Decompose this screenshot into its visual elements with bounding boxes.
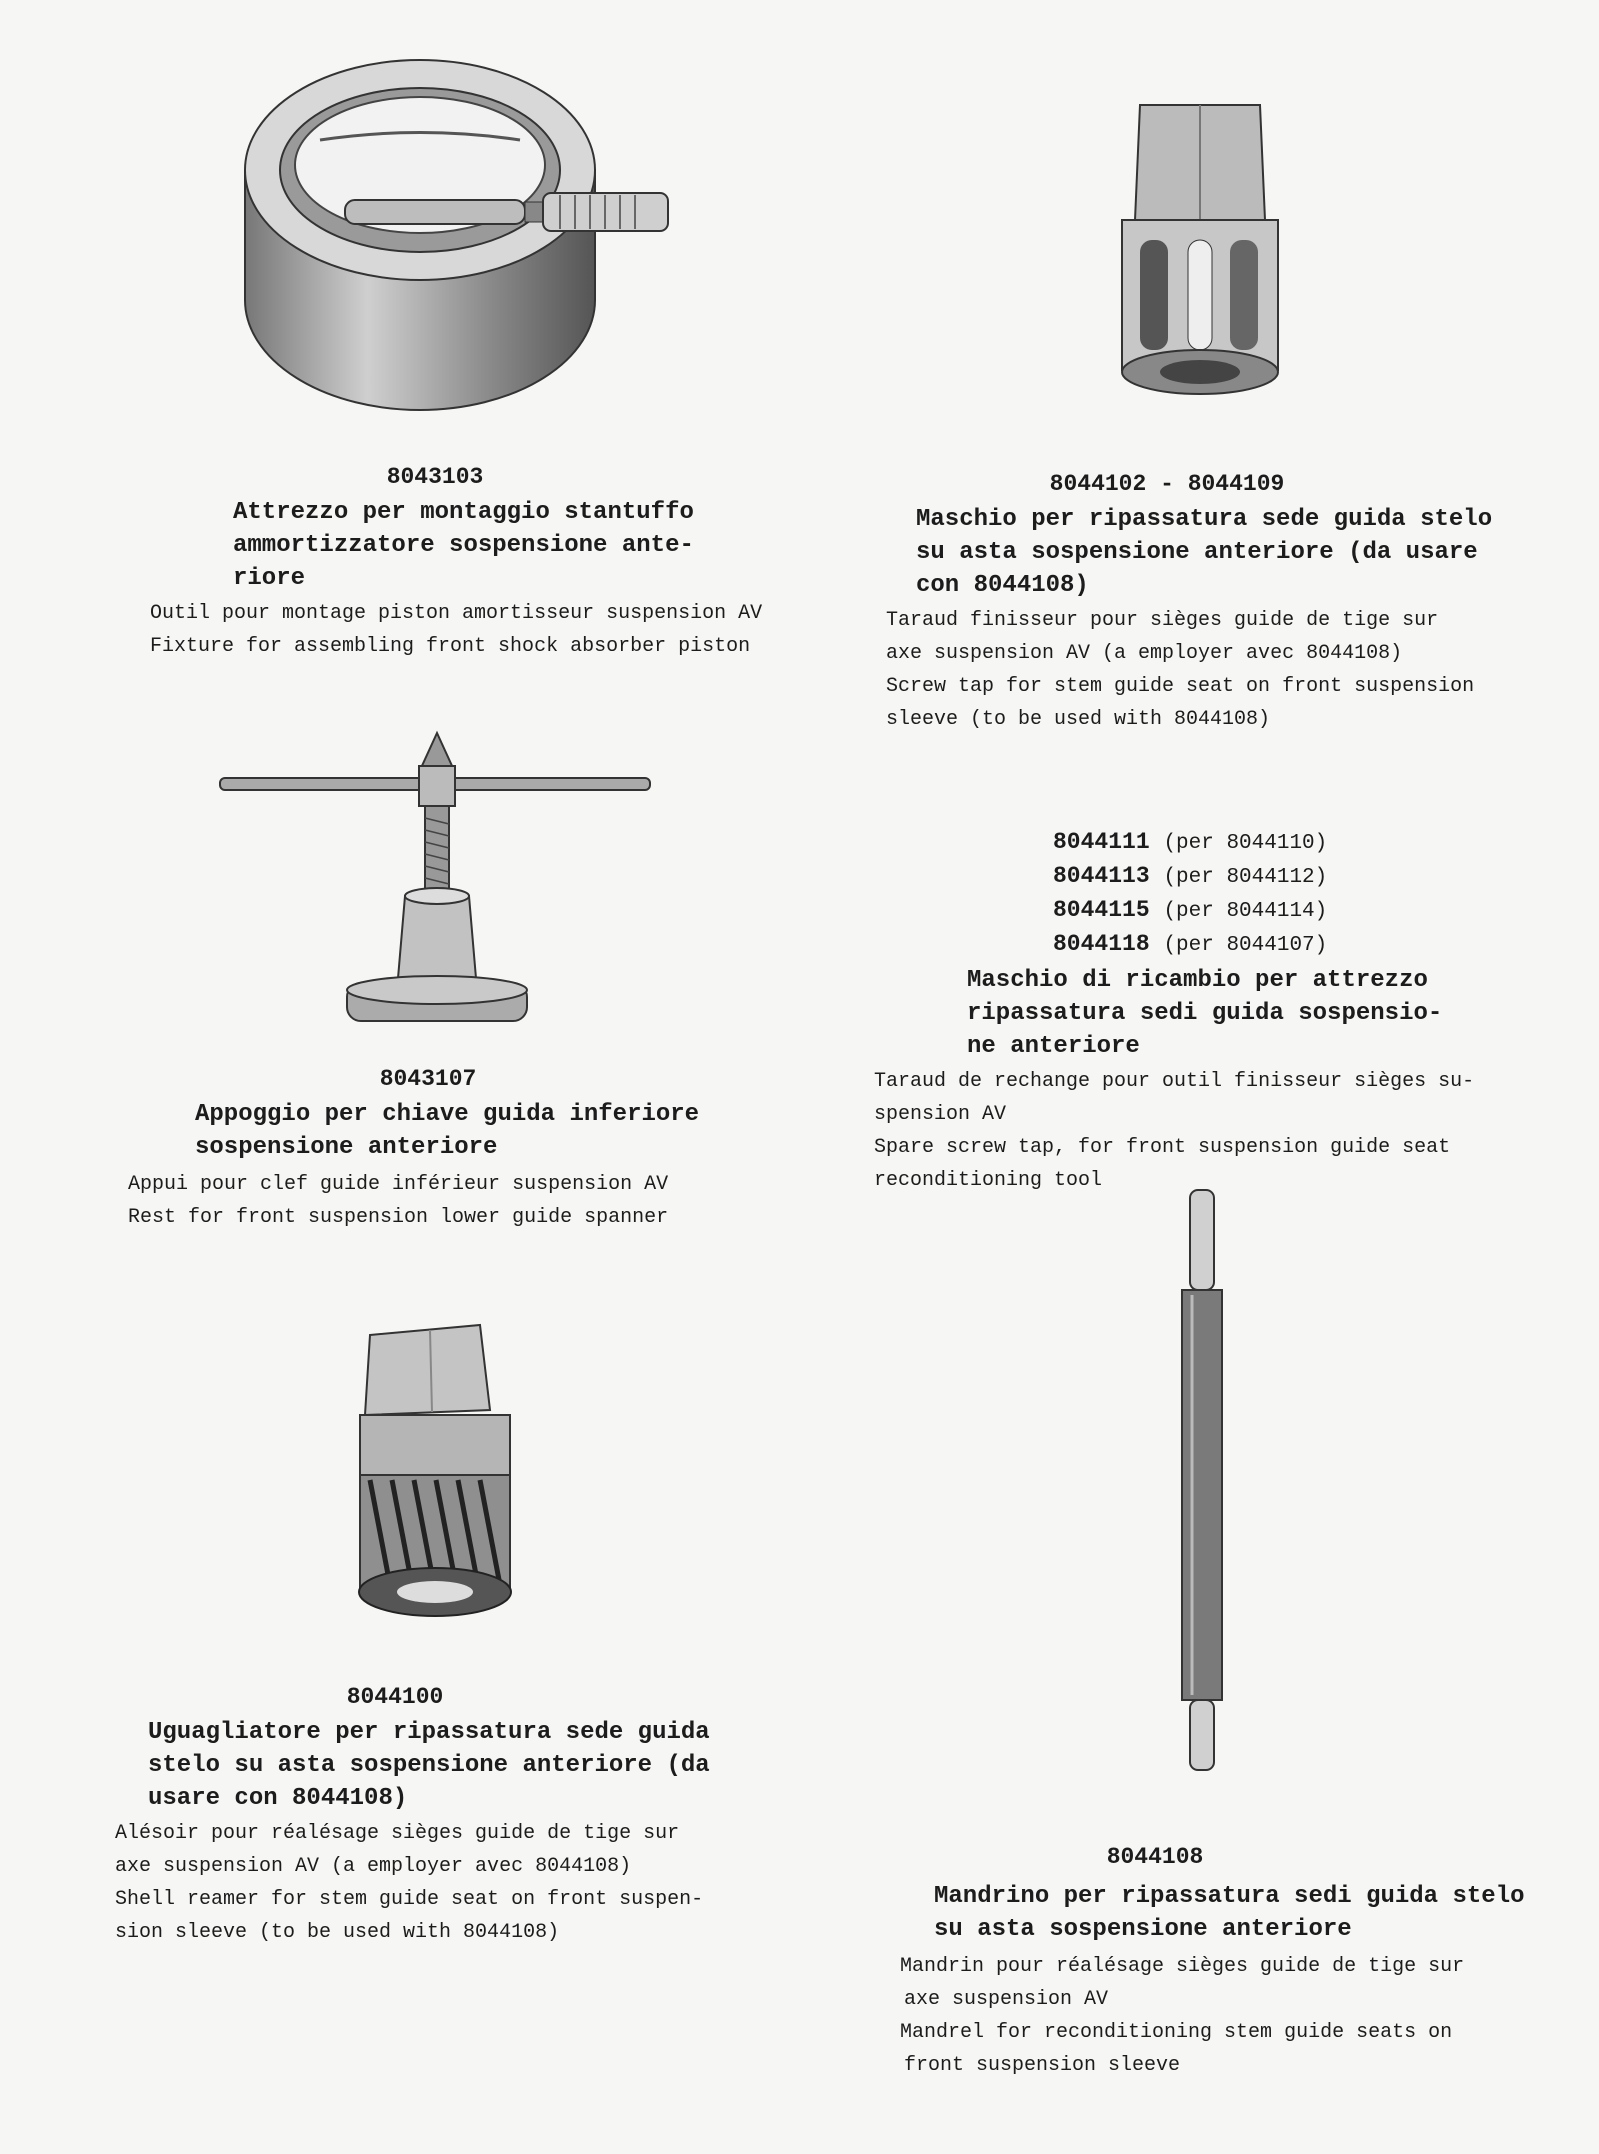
title-it: Attrezzo per montaggio stantuffo ammortizzatore sospensione ante- riore: [233, 499, 694, 592]
desc-fr-en: Taraud finisseur pour sièges guide de tige sur axe suspension AV (a employer avec 8044108) Screw tap for stem guide seat on front suspension sleeve (to be used with 8044108): [886, 609, 1475, 731]
part-code-list: 8044111 (per 8044110) 8044113 (per 8044112) 8044115 (per 8044114) 8044118 (per 8044107): [1053, 829, 1328, 957]
tool-8043107: [128, 1062, 828, 1234]
piston-fixture-icon: [225, 30, 745, 430]
desc-fr-en: Mandrin pour réalésage sièges guide de tige sur axe suspension AV Mandrel for reconditioning stem guide seats on front suspension sleeve: [900, 1955, 1465, 2077]
t-spanner-rest-icon: [215, 728, 655, 1038]
screw-tap-icon: [1110, 100, 1290, 405]
desc-fr-en: Appui pour clef guide inférieur suspension AV Rest for front suspension lower guide spanner: [128, 1173, 669, 1229]
part-code: 8044100: [346, 1684, 444, 1710]
tool-8044102-8044109: [882, 467, 1582, 736]
desc-fr-en: Outil pour montage piston amortisseur suspension AV Fixture for assembling front shock absorber piston: [150, 602, 763, 658]
title-it: Mandrino per ripassatura sedi guida stelo su asta sospensione anteriore: [934, 1883, 1525, 1943]
title-it: Appoggio per chiave guida inferiore sospensione anteriore: [195, 1101, 700, 1161]
tool-spare-taps: [870, 826, 1570, 1197]
title-it: Maschio di ricambio per attrezzo ripassatura sedi guida sospensio- ne anteriore: [967, 967, 1443, 1060]
shell-reamer-icon: [350, 1320, 520, 1640]
tool-8044100: [115, 1680, 815, 1949]
desc-fr-en: Taraud de rechange pour outil finisseur sièges su- spension AV Spare screw tap, for front suspension guide seat reconditioning tool: [874, 1070, 1475, 1192]
tool-8044108: [900, 1840, 1590, 2082]
desc-fr-en: Alésoir pour réalésage sièges guide de tige sur axe suspension AV (a employer avec 8044108) Shell reamer for stem guide seat on front suspen- sion sleeve (to be used with 8044108): [115, 1822, 704, 1944]
part-code: 8044108: [1106, 1844, 1204, 1870]
tool-8043103: [150, 460, 830, 663]
title-it: Uguagliatore per ripassatura sede guida stelo su asta sospensione anteriore (da usare con 8044108): [148, 1719, 710, 1812]
part-code: 8043107: [379, 1066, 477, 1092]
part-code: 8043103: [386, 464, 484, 490]
mandrel-icon: [1170, 1185, 1240, 1775]
title-it: Maschio per ripassatura sede guida stelo su asta sospensione anteriore (da usare con 8044108): [916, 506, 1493, 599]
part-code: 8044102 - 8044109: [1049, 471, 1285, 497]
